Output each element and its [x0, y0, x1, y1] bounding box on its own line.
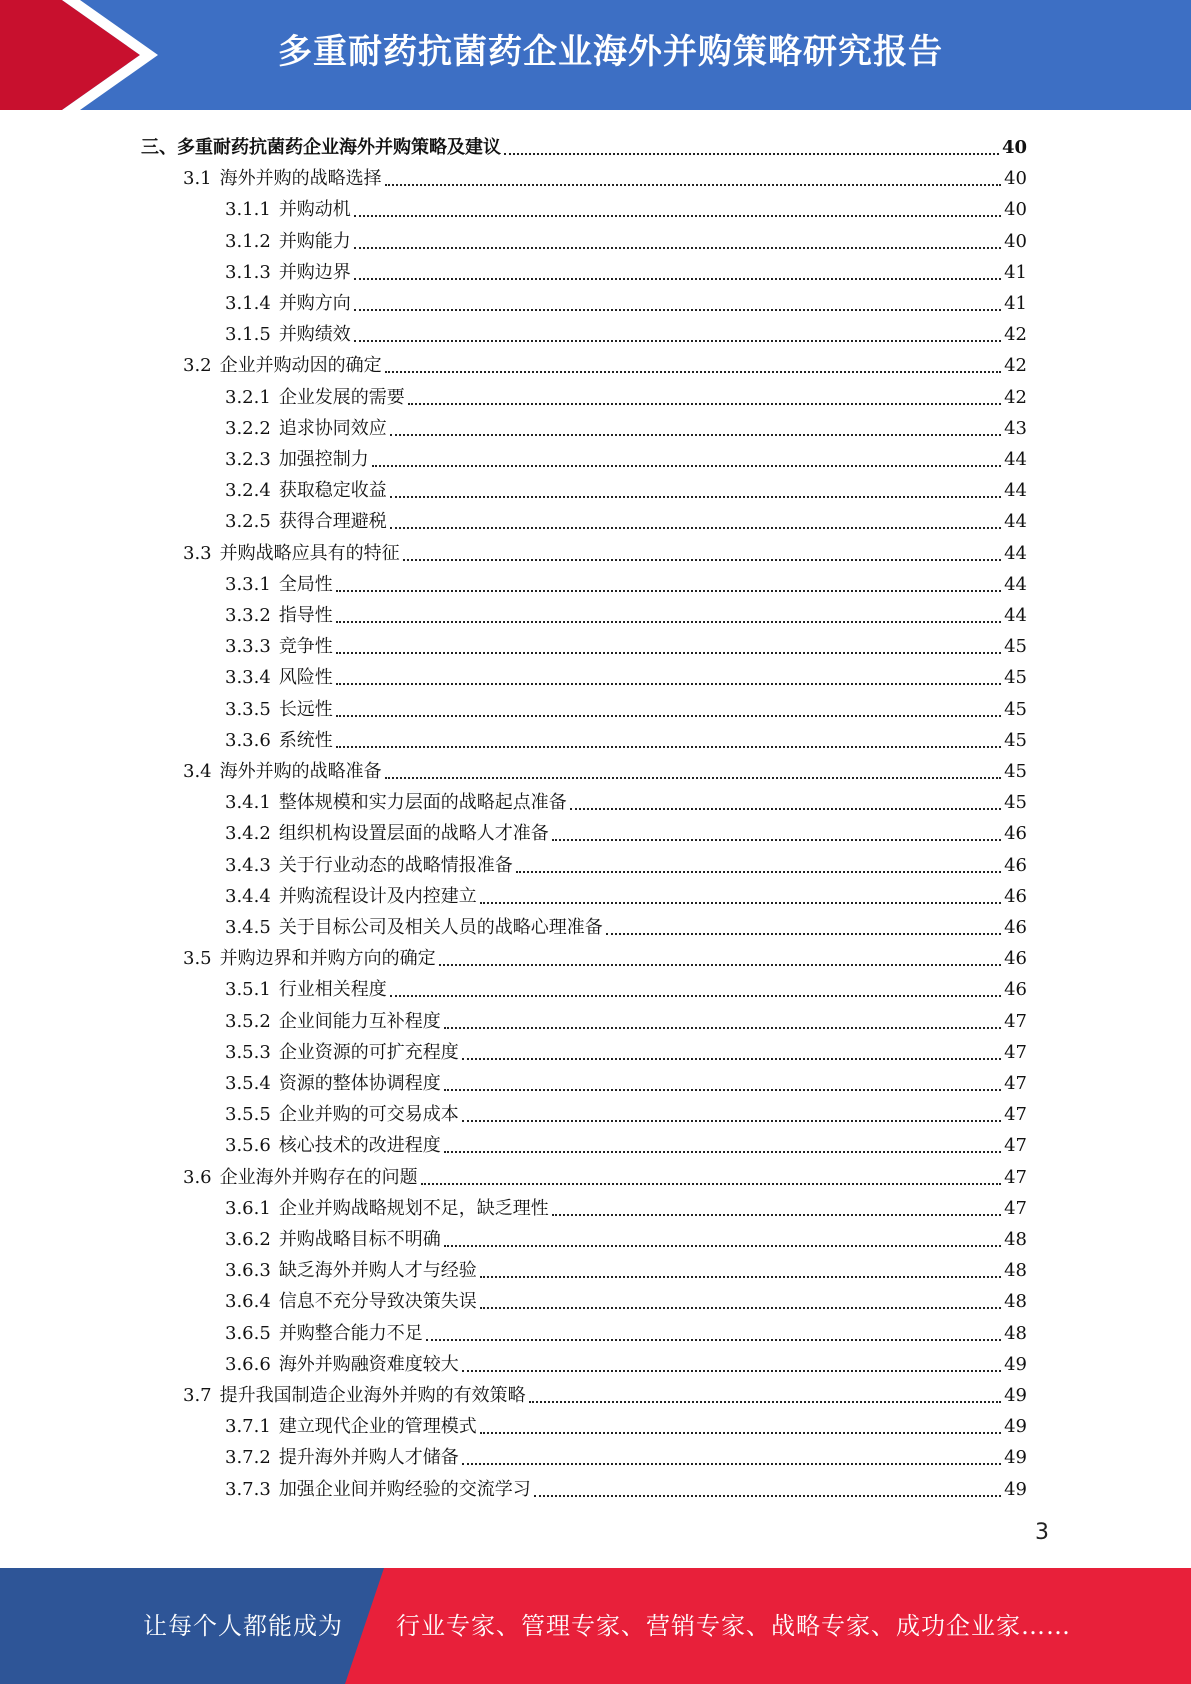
- toc-entry-number: 3.1.2: [225, 230, 271, 252]
- toc-entry-page-number: 43: [1004, 417, 1027, 439]
- page-number: 3: [1035, 1520, 1049, 1545]
- toc-entry[interactable]: [225, 846, 1027, 877]
- toc-entry-page-number: 47: [1004, 1010, 1027, 1032]
- toc-entry[interactable]: [225, 378, 1027, 409]
- toc-entry-page-number: 46: [1004, 854, 1027, 876]
- toc-entry-page-number: 48: [1004, 1229, 1027, 1250]
- toc-dot-leader: [403, 559, 1001, 561]
- toc-entry-title: 企业并购的可交易成本: [278, 1104, 459, 1126]
- toc-entry[interactable]: [225, 1220, 1027, 1251]
- toc-entry-title: 追求协同效应: [278, 417, 387, 439]
- toc-entry-page-number: 47: [1004, 1135, 1027, 1157]
- toc-entry-title: 并购边界: [278, 261, 351, 283]
- toc-entry[interactable]: [225, 1189, 1027, 1220]
- toc-entry-number: 3.1.5: [225, 324, 271, 346]
- toc-dot-leader: [480, 1276, 1001, 1278]
- toc-entry[interactable]: [225, 1126, 1027, 1157]
- toc-entry-number: 3.4.2: [225, 823, 271, 845]
- toc-entry[interactable]: [225, 1033, 1027, 1064]
- toc-entry-number: 3.3.1: [225, 573, 271, 595]
- toc-entry-page-number: 47: [1004, 1073, 1027, 1094]
- toc-entry-number: 3.3: [183, 542, 212, 564]
- toc-entry[interactable]: [183, 752, 1027, 783]
- toc-entry-number: 3.2.1: [225, 386, 271, 408]
- toc-entry-title: 系统性: [278, 729, 333, 751]
- toc-entry-page-number: 49: [1004, 1447, 1027, 1469]
- toc-dot-leader: [570, 808, 1001, 810]
- toc-entry-title: 并购绩效: [278, 324, 351, 346]
- toc-entry[interactable]: [225, 190, 1027, 221]
- toc-entry-page-number: 40: [1001, 137, 1027, 158]
- toc-entry-number: 3.7.3: [225, 1478, 271, 1500]
- toc-entry-page-number: 44: [1004, 542, 1027, 564]
- toc-entry-title: 企业间能力互补程度: [278, 1010, 441, 1032]
- toc-entry-page-number: 40: [1004, 168, 1027, 190]
- toc-dot-leader: [480, 1432, 1001, 1434]
- toc-entry[interactable]: [183, 534, 1027, 565]
- toc-entry[interactable]: [183, 1376, 1027, 1407]
- toc-entry[interactable]: [225, 908, 1027, 939]
- toc-dot-leader: [354, 340, 1001, 342]
- toc-entry-title: 企业海外并购存在的问题: [219, 1166, 418, 1188]
- toc-entry-page-number: 47: [1004, 1041, 1027, 1063]
- toc-entry-page-number: 40: [1004, 230, 1027, 252]
- toc-dot-leader: [336, 590, 1001, 592]
- toc-entry[interactable]: [225, 877, 1027, 908]
- toc-dot-leader: [552, 1214, 1001, 1216]
- toc-entry-number: 3.6: [183, 1166, 212, 1188]
- toc-entry[interactable]: [225, 315, 1027, 346]
- toc-entry-number: 3.1.1: [225, 199, 271, 221]
- toc-entry[interactable]: [225, 690, 1027, 721]
- toc-entry-title: 三、多重耐药抗菌药企业海外并购策略及建议: [141, 137, 501, 158]
- toc-entry-page-number: 49: [1004, 1385, 1027, 1406]
- toc-entry-number: 3.5: [183, 948, 212, 970]
- toc-entry-title: 组织机构设置层面的战略人才准备: [278, 823, 549, 845]
- toc-dot-leader: [462, 1058, 1001, 1060]
- toc-dot-leader: [444, 1151, 1001, 1153]
- toc-entry-number: 3.7: [183, 1385, 212, 1406]
- toc-entry[interactable]: [183, 346, 1027, 377]
- toc-entry-title: 获取稳定收益: [278, 480, 387, 502]
- toc-dot-leader: [534, 1495, 1001, 1497]
- toc-entry-page-number: 46: [1004, 917, 1027, 938]
- toc-entry[interactable]: [225, 1470, 1027, 1501]
- toc-entry-number: 3.1.3: [225, 261, 271, 283]
- toc-entry-title: 加强控制力: [278, 449, 369, 470]
- toc-entry-number: 3.7.2: [225, 1447, 271, 1469]
- toc-entry-page-number: 42: [1004, 386, 1027, 408]
- toc-entry-page-number: 45: [1004, 636, 1027, 658]
- toc-entry[interactable]: [183, 1158, 1027, 1189]
- toc-entry-page-number: 48: [1004, 1322, 1027, 1344]
- toc-dot-leader: [385, 777, 1001, 779]
- toc-entry[interactable]: [225, 721, 1027, 752]
- toc-dot-leader: [606, 933, 1001, 935]
- toc-entry[interactable]: [225, 658, 1027, 689]
- toc-dot-leader: [385, 184, 1001, 186]
- toc-dot-leader: [354, 247, 1001, 249]
- toc-entry-number: 3.2: [183, 355, 212, 377]
- toc-entry-title: 整体规模和实力层面的战略起点准备: [278, 792, 567, 814]
- footer-slogan-right: 行业专家、管理专家、营销专家、战略专家、成功企业家……: [396, 1612, 1071, 1640]
- toc-entry-title: 并购方向: [278, 293, 351, 314]
- toc-entry-page-number: 44: [1004, 449, 1027, 470]
- toc-entry-title: 并购能力: [278, 230, 351, 252]
- toc-dot-leader: [439, 964, 1001, 966]
- toc-entry[interactable]: [225, 1095, 1027, 1126]
- toc-entry-number: 3.2.3: [225, 449, 271, 470]
- toc-entry-number: 3.5.2: [225, 1010, 271, 1032]
- toc-entry-title: 全局性: [278, 573, 333, 595]
- toc-entry-title: 并购战略目标不明确: [278, 1229, 441, 1250]
- toc-entry[interactable]: [225, 222, 1027, 253]
- toc-entry-title: 资源的整体协调程度: [278, 1073, 441, 1094]
- toc-entry[interactable]: [225, 814, 1027, 845]
- toc-entry-number: 3.3.5: [225, 698, 271, 720]
- toc-entry-title: 行业相关程度: [278, 979, 387, 1001]
- toc-dot-leader: [336, 652, 1001, 654]
- toc-entry[interactable]: [225, 1002, 1027, 1033]
- toc-dot-leader: [336, 746, 1001, 748]
- toc-entry[interactable]: [225, 409, 1027, 440]
- header-banner: [0, 0, 1191, 110]
- toc-entry-page-number: 46: [1004, 823, 1027, 845]
- toc-dot-leader: [354, 309, 1001, 311]
- toc-entry-page-number: 47: [1004, 1166, 1027, 1188]
- toc-dot-leader: [444, 1089, 1001, 1091]
- toc-entry-number: 3.7.1: [225, 1416, 271, 1438]
- toc-dot-leader: [336, 715, 1001, 717]
- toc-entry[interactable]: [225, 596, 1027, 627]
- toc-entry-title: 海外并购的战略准备: [219, 761, 382, 782]
- toc-dot-leader: [426, 1339, 1001, 1341]
- toc-entry-number: 3.5.1: [225, 979, 271, 1001]
- toc-entry-page-number: 44: [1004, 480, 1027, 502]
- toc-entry-page-number: 48: [1004, 1260, 1027, 1282]
- toc-entry-title: 企业并购动因的确定: [219, 355, 382, 377]
- toc-entry-number: 3.4.4: [225, 885, 271, 907]
- toc-entry[interactable]: [225, 565, 1027, 596]
- toc-entry[interactable]: [225, 502, 1027, 533]
- toc-entry[interactable]: [225, 440, 1027, 471]
- toc-entry-page-number: 42: [1004, 324, 1027, 346]
- toc-entry-number: 3.2.4: [225, 480, 271, 502]
- toc-dot-leader: [390, 527, 1001, 529]
- toc-entry-page-number: 40: [1004, 199, 1027, 221]
- toc-entry-page-number: 46: [1004, 948, 1027, 970]
- toc-entry-page-number: 45: [1004, 729, 1027, 751]
- toc-entry-number: 3.6.5: [225, 1322, 271, 1344]
- toc-dot-leader: [516, 871, 1001, 873]
- toc-entry-number: 3.6.2: [225, 1229, 271, 1250]
- toc-entry-page-number: 44: [1004, 573, 1027, 595]
- toc-entry-title: 企业资源的可扩充程度: [278, 1041, 459, 1063]
- toc-dot-leader: [421, 1183, 1001, 1185]
- toc-dot-leader: [336, 683, 1001, 685]
- toc-dot-leader: [336, 621, 1001, 623]
- toc-entry[interactable]: [225, 1064, 1027, 1095]
- toc-entry-page-number: 46: [1004, 885, 1027, 907]
- toc-entry-title: 提升我国制造企业海外并购的有效策略: [219, 1385, 526, 1406]
- toc-dot-leader: [462, 1370, 1001, 1372]
- toc-entry-page-number: 45: [1004, 792, 1027, 814]
- toc-dot-leader: [354, 215, 1001, 217]
- toc-entry-title: 并购流程设计及内控建立: [278, 885, 477, 907]
- toc-entry-number: 3.5.5: [225, 1104, 271, 1126]
- toc-entry-title: 并购整合能力不足: [278, 1322, 423, 1344]
- toc-dot-leader: [385, 371, 1001, 373]
- toc-entry-page-number: 44: [1004, 511, 1027, 533]
- toc-entry-title: 信息不充分导致决策失误: [278, 1291, 477, 1313]
- toc-entry[interactable]: [225, 1407, 1027, 1438]
- toc-entry[interactable]: [225, 783, 1027, 814]
- toc-entry-title: 长远性: [278, 698, 333, 720]
- toc-entry-number: 3.5.4: [225, 1073, 271, 1094]
- toc-entry-number: 3.5.3: [225, 1041, 271, 1063]
- toc-entry-number: 3.3.2: [225, 605, 271, 626]
- toc-entry-title: 关于行业动态的战略情报准备: [278, 854, 513, 876]
- toc-entry-title: 建立现代企业的管理模式: [278, 1416, 477, 1438]
- toc-entry-page-number: 49: [1004, 1478, 1027, 1500]
- toc-entry[interactable]: [225, 970, 1027, 1001]
- toc-dot-leader: [408, 403, 1001, 405]
- document-title: 多重耐药抗菌药企业海外并购策略研究报告: [278, 32, 943, 72]
- toc-entry[interactable]: [225, 1282, 1027, 1313]
- toc-entry-title: 指导性: [278, 605, 333, 626]
- toc-entry-page-number: 46: [1004, 979, 1027, 1001]
- toc-entry-page-number: 42: [1004, 355, 1027, 377]
- toc-entry-title: 关于目标公司及相关人员的战略心理准备: [278, 917, 603, 938]
- toc-entry-title: 缺乏海外并购人才与经验: [278, 1260, 477, 1282]
- toc-entry[interactable]: [225, 627, 1027, 658]
- toc-entry-title: 企业并购战略规划不足，缺乏理性: [278, 1197, 549, 1219]
- toc-entry-title: 竞争性: [278, 636, 333, 658]
- toc-entry-number: 3.2.5: [225, 511, 271, 533]
- toc-entry-page-number: 48: [1004, 1291, 1027, 1313]
- toc-dot-leader: [504, 153, 999, 155]
- toc-entry-page-number: 45: [1004, 761, 1027, 782]
- footer-banner: [0, 1568, 1191, 1684]
- toc-entry[interactable]: [225, 471, 1027, 502]
- toc-entry-number: 3.6.1: [225, 1197, 271, 1219]
- toc-entry[interactable]: [225, 1345, 1027, 1376]
- toc-dot-leader: [552, 839, 1001, 841]
- toc-entry-number: 3.6.4: [225, 1291, 271, 1313]
- toc-entry-page-number: 49: [1004, 1416, 1027, 1438]
- toc-dot-leader: [444, 1245, 1001, 1247]
- toc-dot-leader: [480, 1307, 1001, 1309]
- toc-entry-page-number: 41: [1004, 293, 1027, 314]
- toc-entry-title: 核心技术的改进程度: [278, 1135, 441, 1157]
- toc-entry-title: 并购边界和并购方向的确定: [219, 948, 436, 970]
- toc-entry-page-number: 41: [1004, 261, 1027, 283]
- toc-entry-title: 获得合理避税: [278, 511, 387, 533]
- footer-slogan-left: 让每个人都能成为: [143, 1612, 343, 1640]
- toc-entry-page-number: 49: [1004, 1353, 1027, 1375]
- toc-entry[interactable]: [225, 253, 1027, 284]
- toc-entry-page-number: 47: [1004, 1197, 1027, 1219]
- toc-entry-title: 海外并购融资难度较大: [278, 1353, 459, 1375]
- toc-entry-number: 3.4.3: [225, 854, 271, 876]
- toc-dot-leader: [529, 1401, 1001, 1403]
- toc-dot-leader: [462, 1463, 1001, 1465]
- toc-entry-number: 3.4.1: [225, 792, 271, 814]
- toc-entry-page-number: 45: [1004, 698, 1027, 720]
- toc-entry-page-number: 47: [1004, 1104, 1027, 1126]
- toc-entry-number: 3.3.6: [225, 729, 271, 751]
- toc-entry-number: 3.3.4: [225, 667, 271, 689]
- toc-entry-number: 3.6.6: [225, 1353, 271, 1375]
- toc-entry[interactable]: [141, 128, 1027, 159]
- toc-dot-leader: [444, 1027, 1001, 1029]
- toc-entry-number: 3.4.5: [225, 917, 271, 938]
- toc-entry[interactable]: [225, 284, 1027, 315]
- toc-dot-leader: [480, 902, 1001, 904]
- toc-entry-title: 并购战略应具有的特征: [219, 542, 400, 564]
- toc-entry-number: 3.6.3: [225, 1260, 271, 1282]
- toc-entry-number: 3.1.4: [225, 293, 271, 314]
- toc-entry-page-number: 45: [1004, 667, 1027, 689]
- toc-dot-leader: [390, 434, 1001, 436]
- toc-entry-number: 3.2.2: [225, 417, 271, 439]
- toc-entry-title: 加强企业间并购经验的交流学习: [278, 1478, 531, 1500]
- toc-entry-title: 并购动机: [278, 199, 351, 221]
- toc-dot-leader: [390, 995, 1001, 997]
- toc-entry-number: 3.3.3: [225, 636, 271, 658]
- toc-entry[interactable]: [225, 1314, 1027, 1345]
- toc-entry-number: 3.4: [183, 761, 212, 782]
- toc-entry[interactable]: [183, 159, 1027, 190]
- toc-entry-title: 提升海外并购人才储备: [278, 1447, 459, 1469]
- toc-entry-title: 企业发展的需要: [278, 386, 405, 408]
- toc-entry-page-number: 44: [1004, 605, 1027, 626]
- toc-entry-number: 3.1: [183, 168, 212, 190]
- toc-entry-title: 海外并购的战略选择: [219, 168, 382, 190]
- toc-entry[interactable]: [225, 1251, 1027, 1282]
- toc-entry-number: 3.5.6: [225, 1135, 271, 1157]
- toc-entry[interactable]: [183, 939, 1027, 970]
- toc-entry-title: 风险性: [278, 667, 333, 689]
- toc-dot-leader: [390, 496, 1001, 498]
- toc-dot-leader: [354, 278, 1001, 280]
- toc-dot-leader: [372, 465, 1001, 467]
- toc-entry[interactable]: [225, 1438, 1027, 1469]
- toc-dot-leader: [462, 1120, 1001, 1122]
